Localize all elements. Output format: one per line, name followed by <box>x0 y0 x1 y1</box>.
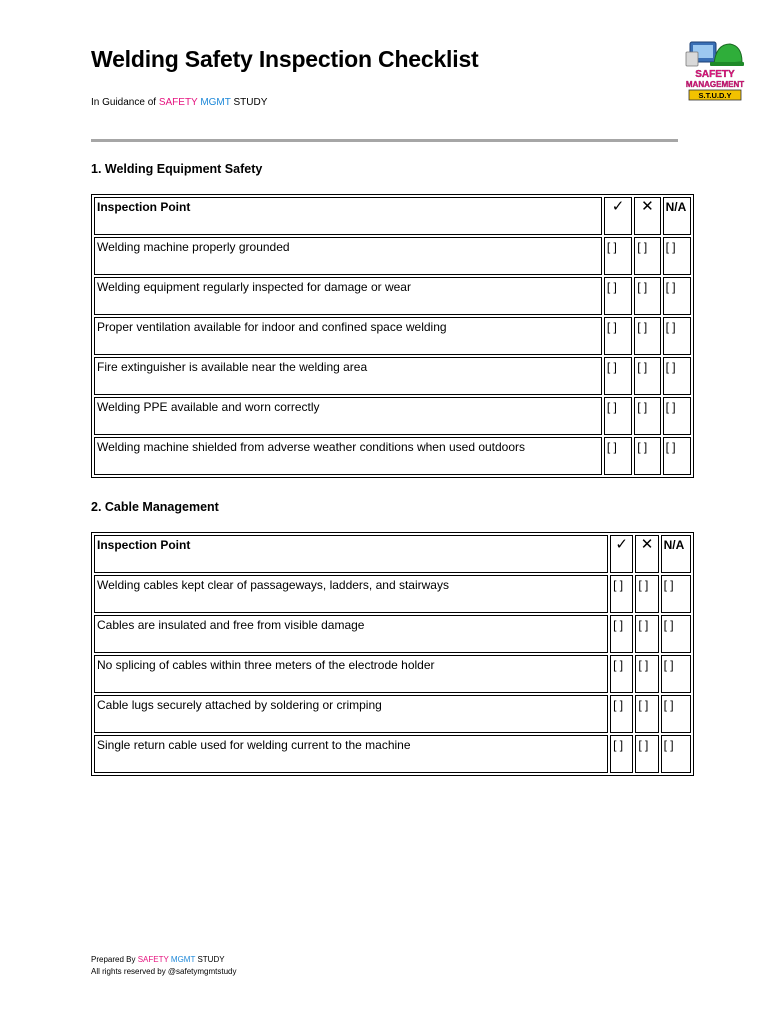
header-divider <box>91 139 678 142</box>
page-footer <box>91 954 237 978</box>
section-title-equipment: 1. Welding Equipment Safety <box>91 162 263 176</box>
table-row <box>94 357 691 395</box>
guidance-prefix: In Guidance of <box>91 97 159 108</box>
na-checkbox[interactable]: [ ] <box>663 237 691 275</box>
na-checkbox[interactable]: [ ] <box>661 695 691 733</box>
checklist-table-equipment <box>91 194 694 478</box>
yes-checkbox[interactable]: [ ] <box>610 615 633 653</box>
footer-brand-safety: SAFETY <box>137 955 169 964</box>
no-checkbox[interactable]: [ ] <box>635 695 658 733</box>
no-checkbox[interactable]: [ ] <box>635 615 658 653</box>
inspection-point: No splicing of cables within three meters of the electrode holder <box>94 655 608 693</box>
inspection-point: Cables are insulated and free from visible damage <box>94 615 608 653</box>
header-check-icon: ✓ <box>610 535 633 573</box>
brand-mgmt: MGMT <box>200 97 231 108</box>
na-checkbox[interactable]: [ ] <box>663 437 691 475</box>
table-row <box>94 277 691 315</box>
no-checkbox[interactable]: [ ] <box>635 575 658 613</box>
inspection-point: Welding PPE available and worn correctly <box>94 397 602 435</box>
yes-checkbox[interactable]: [ ] <box>604 437 632 475</box>
rights-line: All rights reserved by @safetymgmtstudy <box>91 967 237 976</box>
na-checkbox[interactable]: [ ] <box>663 357 691 395</box>
header-inspection-point: Inspection Point <box>94 197 602 235</box>
logo-hardhat-icon <box>714 44 742 64</box>
yes-checkbox[interactable]: [ ] <box>610 655 633 693</box>
table-row <box>94 575 691 613</box>
no-checkbox[interactable]: [ ] <box>634 397 660 435</box>
header-na: N/A <box>661 535 691 573</box>
header-cross-icon: ✕ <box>635 535 658 573</box>
section-title-cable: 2. Cable Management <box>91 500 219 514</box>
header-inspection-point: Inspection Point <box>94 535 608 573</box>
inspection-point: Welding machine shielded from adverse weather conditions when used outdoors <box>94 437 602 475</box>
table-row <box>94 655 691 693</box>
na-checkbox[interactable]: [ ] <box>663 277 691 315</box>
na-checkbox[interactable]: [ ] <box>661 615 691 653</box>
na-checkbox[interactable]: [ ] <box>661 575 691 613</box>
prepared-by-line <box>91 954 237 966</box>
no-checkbox[interactable]: [ ] <box>634 277 660 315</box>
logo-text-study: S.T.U.D.Y <box>698 91 732 100</box>
header-cross-icon: ✕ <box>634 197 660 235</box>
header-na: N/A <box>663 197 691 235</box>
no-checkbox[interactable]: [ ] <box>634 237 660 275</box>
logo-text-safety: SAFETY <box>695 69 735 80</box>
yes-checkbox[interactable]: [ ] <box>610 695 633 733</box>
yes-checkbox[interactable]: [ ] <box>610 735 633 773</box>
brand-study: STUDY <box>233 97 268 108</box>
table-row <box>94 237 691 275</box>
prepared-prefix: Prepared By <box>91 955 138 964</box>
table-header-row <box>94 197 691 235</box>
table-row <box>94 437 691 475</box>
logo-text-management: MANAGEMENT <box>685 80 745 89</box>
na-checkbox[interactable]: [ ] <box>661 655 691 693</box>
no-checkbox[interactable]: [ ] <box>635 655 658 693</box>
table-row <box>94 615 691 653</box>
inspection-point: Cable lugs securely attached by soldering or crimping <box>94 695 608 733</box>
table-row <box>94 397 691 435</box>
table-header-row <box>94 535 691 573</box>
yes-checkbox[interactable]: [ ] <box>604 397 632 435</box>
no-checkbox[interactable]: [ ] <box>635 735 658 773</box>
yes-checkbox[interactable]: [ ] <box>604 317 632 355</box>
guidance-line <box>91 97 267 108</box>
footer-brand-mgmt: MGMT <box>170 955 196 964</box>
no-checkbox[interactable]: [ ] <box>634 437 660 475</box>
yes-checkbox[interactable]: [ ] <box>604 277 632 315</box>
table-row <box>94 317 691 355</box>
inspection-point: Proper ventilation available for indoor and confined space welding <box>94 317 602 355</box>
yes-checkbox[interactable]: [ ] <box>604 237 632 275</box>
header-check-icon: ✓ <box>604 197 632 235</box>
checklist-table-cable <box>91 532 694 776</box>
inspection-point: Single return cable used for welding current to the machine <box>94 735 608 773</box>
inspection-point: Welding cables kept clear of passageways, ladders, and stairways <box>94 575 608 613</box>
na-checkbox[interactable]: [ ] <box>661 735 691 773</box>
inspection-point: Welding machine properly grounded <box>94 237 602 275</box>
no-checkbox[interactable]: [ ] <box>634 357 660 395</box>
table-row <box>94 735 691 773</box>
inspection-point: Fire extinguisher is available near the welding area <box>94 357 602 395</box>
na-checkbox[interactable]: [ ] <box>663 317 691 355</box>
document-title: Welding Safety Inspection Checklist <box>91 46 479 72</box>
yes-checkbox[interactable]: [ ] <box>610 575 633 613</box>
yes-checkbox[interactable]: [ ] <box>604 357 632 395</box>
na-checkbox[interactable]: [ ] <box>663 397 691 435</box>
no-checkbox[interactable]: [ ] <box>634 317 660 355</box>
brand-safety: SAFETY <box>158 97 198 108</box>
safety-management-study-logo <box>684 38 746 102</box>
inspection-point: Welding equipment regularly inspected for damage or wear <box>94 277 602 315</box>
footer-brand-study: STUDY <box>197 955 225 964</box>
table-row <box>94 695 691 733</box>
